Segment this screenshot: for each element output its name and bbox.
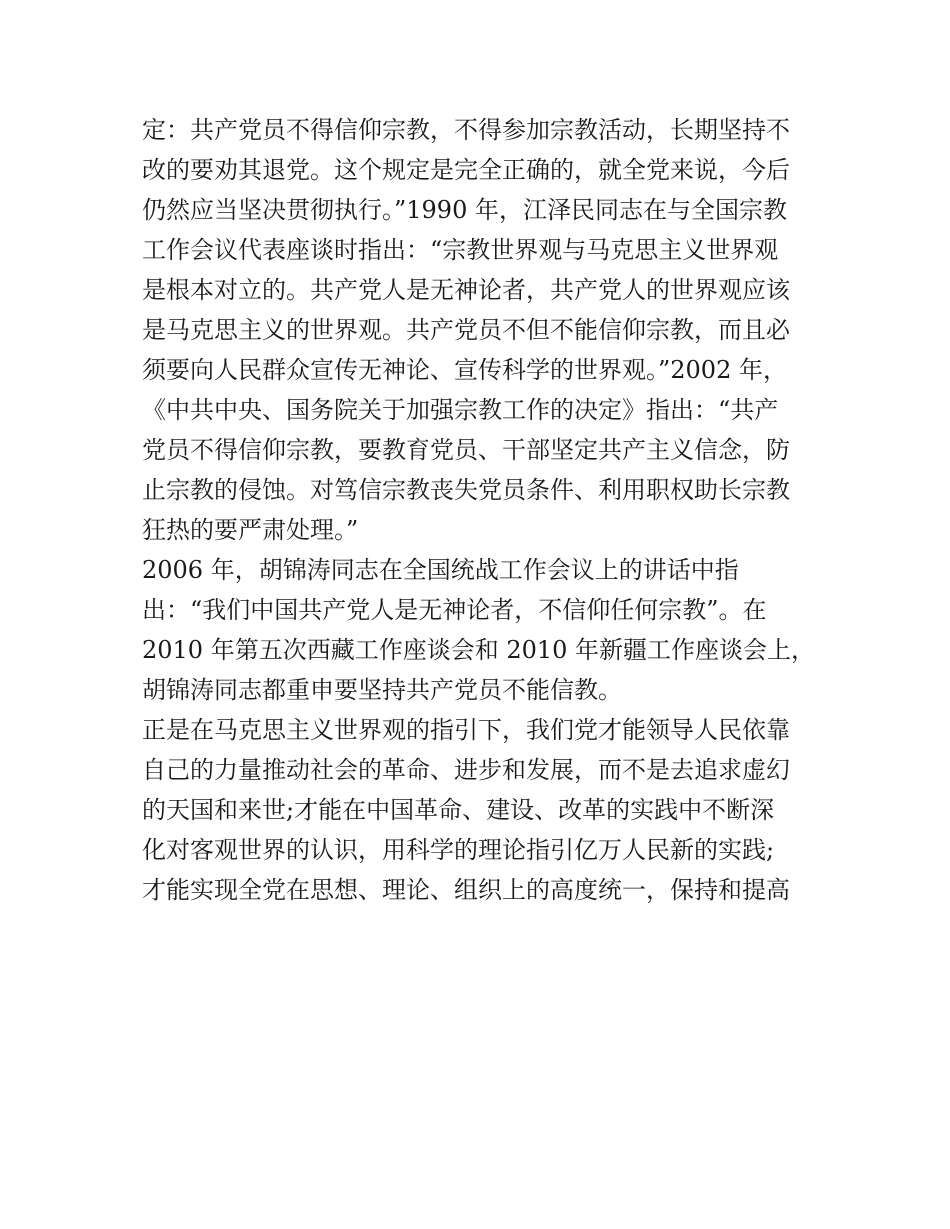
paragraph-1	[142, 110, 822, 550]
text-line: 出：“我们中国共产党人是无神论者，不信仰任何宗教”。在	[142, 596, 767, 624]
text-line: 《中共中央、国务院关于加强宗教工作的决定》指出：“共产	[142, 396, 779, 424]
text-line: 须要向人民群众宣传无神论、宣传科学的世界观。”2002 年，	[142, 356, 787, 384]
text-line: 是根本对立的。共产党人是无神论者，共产党人的世界观应该	[142, 276, 790, 304]
text-line: 止宗教的侵蚀。对笃信宗教丧失党员条件、利用职权助长宗教	[142, 476, 790, 504]
text-line: 党员不得信仰宗教，要教育党员、干部坚定共产主义信念，防	[142, 436, 790, 464]
paragraph-3	[142, 710, 822, 910]
text-line: 自己的力量推动社会的革命、进步和发展，而不是去追求虚幻	[142, 756, 790, 784]
text-line: 狂热的要严肃处理。”	[142, 516, 359, 544]
text-line: 才能实现全党在思想、理论、组织上的高度统一，保持和提高	[142, 876, 790, 904]
text-line: 工作会议代表座谈时指出：“宗教世界观与马克思主义世界观	[142, 236, 779, 264]
paragraph-2	[142, 550, 822, 710]
document-body	[142, 110, 822, 910]
text-line: 的天国和来世;才能在中国革命、建设、改革的实践中不断深	[142, 796, 775, 824]
text-line: 定：共产党员不得信仰宗教，不得参加宗教活动，长期坚持不	[142, 116, 790, 144]
text-line: 2006 年，胡锦涛同志在全国统战工作会议上的讲话中指	[142, 556, 739, 584]
text-line: 胡锦涛同志都重申要坚持共产党员不能信教。	[142, 676, 622, 704]
text-line: 改的要劝其退党。这个规定是完全正确的，就全党来说，今后	[142, 156, 790, 184]
text-line: 化对客观世界的认识，用科学的理论指引亿万人民新的实践;	[142, 836, 775, 864]
text-line: 正是在马克思主义世界观的指引下，我们党才能领导人民依靠	[142, 716, 790, 744]
text-line: 仍然应当坚决贯彻执行。”1990 年，江泽民同志在与全国宗教	[142, 196, 787, 224]
text-line: 2010 年第五次西藏工作座谈会和 2010 年新疆工作座谈会上，	[142, 636, 816, 664]
text-line: 是马克思主义的世界观。共产党员不但不能信仰宗教，而且必	[142, 316, 790, 344]
